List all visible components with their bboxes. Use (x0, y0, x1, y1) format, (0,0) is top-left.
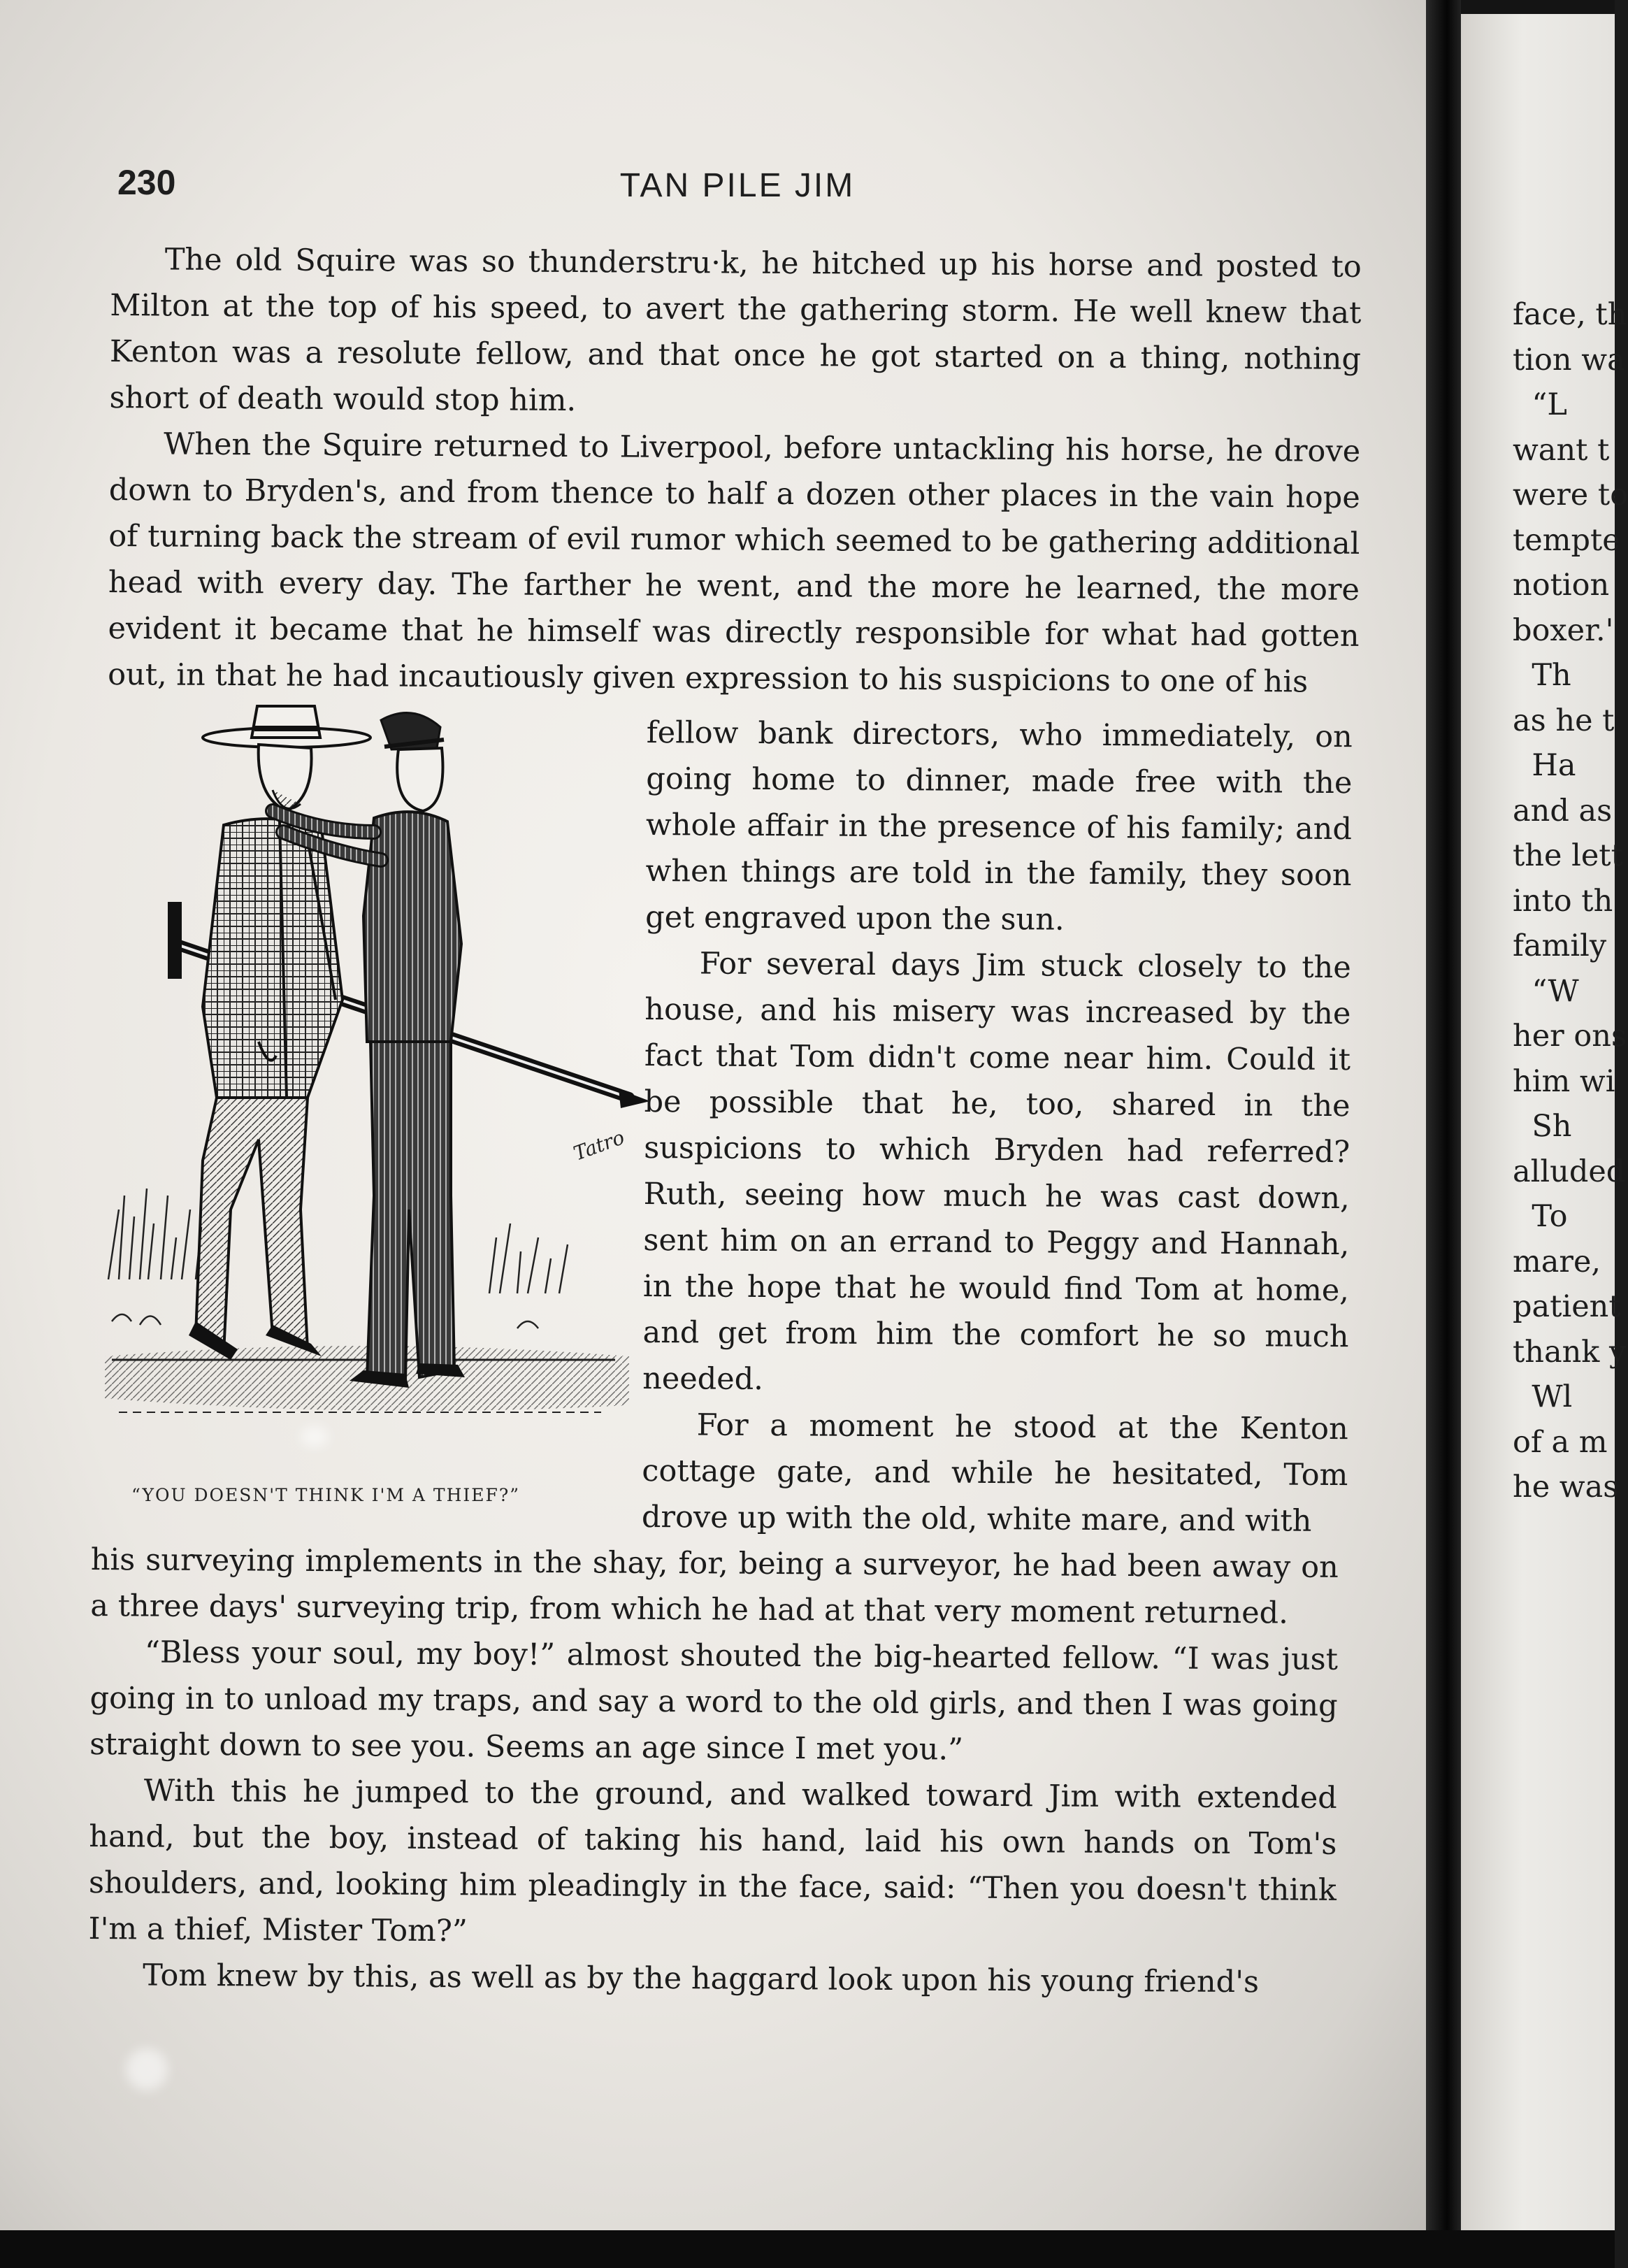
scan-border (0, 2230, 1615, 2268)
facing-page-text (1513, 292, 1628, 1510)
text-block-wrapped (642, 710, 1353, 1544)
tom-figure (189, 706, 370, 1360)
facing-page-line: alluded (1513, 1154, 1626, 1189)
scan-light-spot (126, 2048, 168, 2090)
paragraph: For several days Jim stuck closely to the house, and his misery was increased by the fact that Tom didn't come near him. Could it be possible that he, too, shared in the suspicions to which Bryden had referred? Ruth, seeing how much he was cast down, sent him on an errand to Peggy and Hannah, in the hope that he would find Tom at home, and get from him the comfort he so much needed. (642, 946, 1351, 1398)
facing-page-line: face, th (1513, 297, 1627, 332)
facing-page-line: mare, (1513, 1244, 1601, 1279)
illustration-drawing (98, 706, 643, 1468)
facing-page-line: and as (1513, 793, 1613, 828)
facing-page-line: tempte (1513, 522, 1620, 558)
facing-page-line: the lett (1513, 838, 1623, 873)
grass (108, 1189, 568, 1328)
facing-page-line: To (1513, 1199, 1568, 1234)
facing-page-line: “W (1513, 973, 1579, 1009)
paragraph: “Bless your soul, my boy!” almost shouted the big-hearted fellow. “I was just going in to unload my traps, and say a word to the old girls, and then I was going straight down to see you. Seems an age since I met you.” (89, 1635, 1339, 1767)
facing-page-line: tion wa (1513, 342, 1625, 378)
facing-page-line: thank y (1513, 1334, 1627, 1370)
paragraph: With this he jumped to the ground, and walked toward Jim with extended hand, but the boy, instead of taking his hand, laid his own hands on Tom's shoulders, and, looking him pleadingly in the face, said: “Then you doesn't think I'm a thief, Mister Tom?” (88, 1773, 1337, 1949)
facing-page-line: were to (1513, 478, 1628, 512)
paragraph: For a moment he stood at the Kenton cottage gate, and while he hesitated, Tom drove up with the old, white mare, and with (641, 1407, 1348, 1539)
paragraph: Tom knew by this, as well as by the haggard look upon his young friend's (143, 1958, 1260, 2000)
facing-page-line: Th (1513, 658, 1571, 693)
paragraph: fellow bank directors, who immediately, on going home to dinner, made free with the whole affair in the presence of his family; and when things are told in the family, they soon get engraved upon the sun. (645, 715, 1353, 938)
facing-page-line: he was (1513, 1470, 1619, 1505)
illustration-caption: “YOU DOESN'T THINK I'M A THIEF?” (131, 1485, 521, 1505)
facing-page-line: notion (1513, 568, 1610, 603)
text-block-bottom (88, 1537, 1339, 2006)
facing-page-line: Ha (1513, 748, 1576, 783)
paragraph: When the Squire returned to Liverpool, before untackling his horse, he drove down to Bryden's, and from thence to half a dozen other places in the vain hope of turning back the stream of evil rumor which seemed to be gathering additional head with every day. The farther he went, and the more he learned, the more evident it became that he himself was directly responsible for what had gotten out, in that he had incautiously given expression to his suspicions to one of his (108, 426, 1361, 700)
facing-page-line: patient (1513, 1289, 1621, 1324)
running-head: TAN PILE JIM (619, 167, 856, 204)
facing-page-line: Wl (1513, 1379, 1573, 1414)
page-number: 230 (117, 163, 176, 202)
text-block-top (108, 236, 1362, 705)
paragraph: The old Squire was so thunderstru·k, he hitched up his horse and posted to Milton at the top of his speed, to avert the gathering storm. He well knew that Kenton was a resolute fellow, and that once he got started on a thing, nothing short of death would stop him. (109, 242, 1362, 419)
illustration (98, 706, 643, 1468)
facing-page-line: want t (1513, 432, 1610, 468)
facing-page-line: of a m (1513, 1424, 1608, 1460)
facing-page-line: him wi (1513, 1063, 1615, 1099)
artist-signature: Tatro (570, 1126, 628, 1165)
facing-page-line: Sh (1513, 1109, 1572, 1144)
book-gutter (1426, 0, 1461, 2268)
scan-light-spot (301, 1426, 329, 1447)
facing-page-line: into th (1513, 883, 1613, 919)
facing-page (1461, 14, 1628, 2230)
page-header (112, 162, 1363, 211)
facing-page-line: family (1513, 928, 1607, 963)
facing-page-line: as he t (1513, 703, 1615, 738)
paragraph: his surveying implements in the shay, for, being a surveyor, he had been away on a three days' surveying trip, from which he had at that very moment returned. (90, 1542, 1339, 1631)
facing-page-line: her ons (1513, 1019, 1627, 1054)
facing-page-line: boxer.' (1513, 612, 1614, 648)
facing-page-line: “L (1513, 387, 1567, 422)
